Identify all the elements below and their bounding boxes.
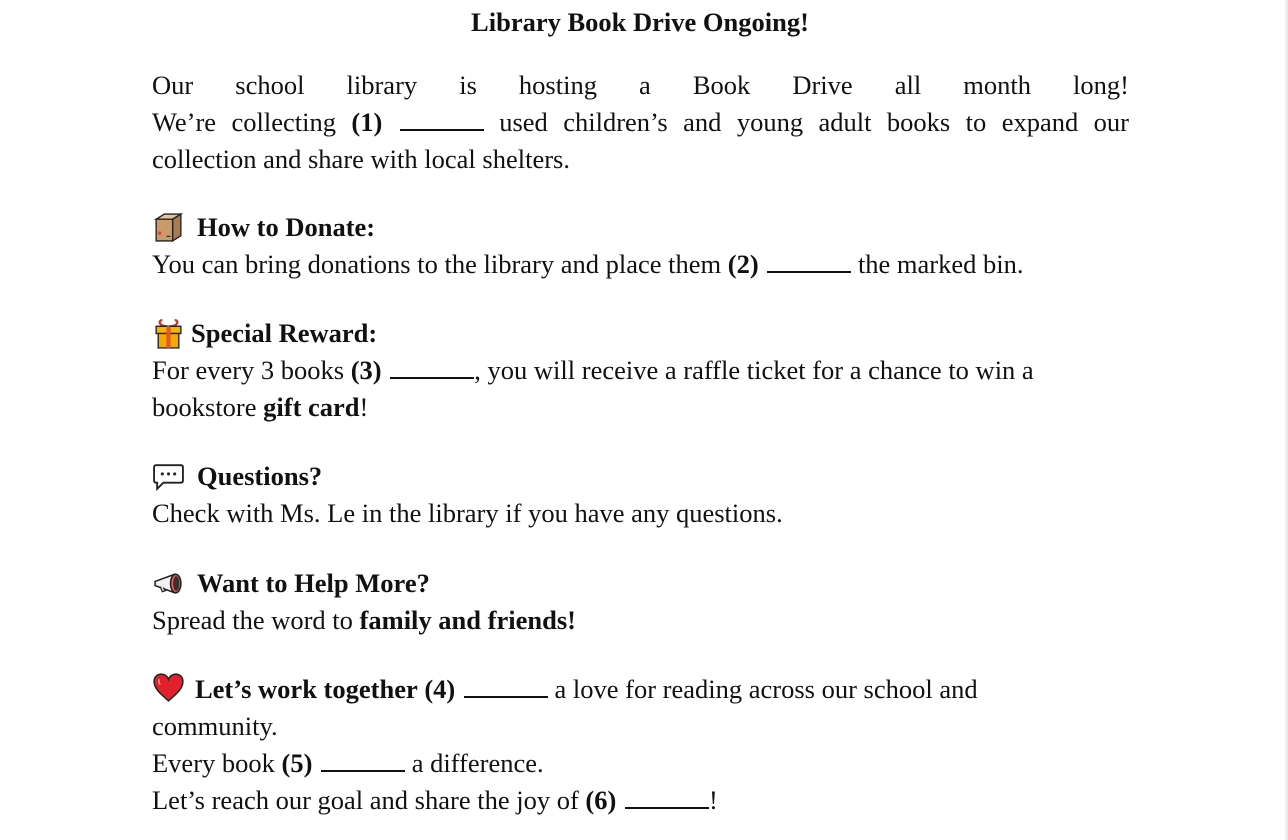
reward-tail-end: !	[359, 392, 369, 422]
blank-number-1: (1)	[351, 107, 383, 137]
work-together-text	[152, 671, 1032, 745]
package-box-icon	[152, 211, 185, 244]
intro-text-before-blank: We’re collecting	[152, 107, 336, 137]
questions-text: Check with Ms. Le in the library if you have any questions.	[152, 498, 783, 528]
speech-bubble-icon	[152, 460, 185, 493]
heading-special-reward: Special Reward:	[191, 318, 378, 348]
blank-4[interactable]	[464, 672, 548, 698]
blank-number-2: (2)	[727, 249, 759, 279]
section-how-to-donate	[152, 209, 1129, 283]
document-title: Library Book Drive Ongoing!	[471, 7, 809, 37]
blank-number-6: (6)	[585, 785, 617, 815]
blank-1[interactable]	[400, 105, 484, 131]
heading-help-more: Want to Help More?	[197, 568, 430, 598]
section-special-reward	[152, 315, 1129, 426]
blank-5[interactable]	[321, 746, 405, 772]
red-heart-icon	[152, 671, 185, 704]
work-together-text-after: a love for reading across our school and community.	[152, 674, 978, 741]
blank-2[interactable]	[767, 247, 851, 273]
heading-questions: Questions?	[197, 461, 323, 491]
gift-icon	[152, 317, 181, 350]
help-more-text	[152, 602, 1129, 639]
reward-text-after: , you will receive a raffle ticket for a chance to win a bookstore	[152, 355, 1034, 422]
every-book-line	[152, 745, 1129, 782]
section-questions	[152, 458, 1129, 532]
family-and-friends-bold: family and friends!	[359, 605, 576, 635]
reach-goal-text-after: !	[708, 785, 718, 815]
reward-text-before: For every 3 books	[152, 355, 345, 385]
intro-text-after-blank: used children’s and young adult books to expand our collection and share with local shelters.	[152, 107, 1129, 174]
blank-3[interactable]	[390, 353, 474, 379]
every-book-text-after: a difference.	[411, 748, 544, 778]
section-work-together	[152, 671, 1129, 819]
reach-goal-line	[152, 782, 1129, 819]
blank-6[interactable]	[625, 783, 709, 809]
reach-goal-text-before: Let’s reach our goal and share the joy of	[152, 785, 579, 815]
how-to-donate-text	[152, 246, 1129, 283]
help-more-text-before: Spread the word to	[152, 605, 353, 635]
intro-line-1: Our school library is hosting a Book Drive all month long!	[152, 70, 1129, 100]
heading-how-to-donate: How to Donate:	[197, 212, 376, 242]
donate-text-after: the marked bin.	[857, 249, 1024, 279]
blank-number-4: (4)	[424, 674, 456, 704]
blank-number-5: (5)	[281, 748, 313, 778]
gift-card-bold: gift card	[263, 392, 360, 422]
section-help-more	[152, 565, 1129, 639]
donate-text-before: You can bring donations to the library and place them	[152, 249, 722, 279]
megaphone-icon	[152, 567, 185, 600]
special-reward-text	[152, 352, 1092, 426]
every-book-text-before: Every book	[152, 748, 275, 778]
intro-paragraph	[152, 67, 1129, 178]
blank-number-3: (3)	[350, 355, 382, 385]
heading-work-together: Let’s work together	[195, 674, 418, 704]
